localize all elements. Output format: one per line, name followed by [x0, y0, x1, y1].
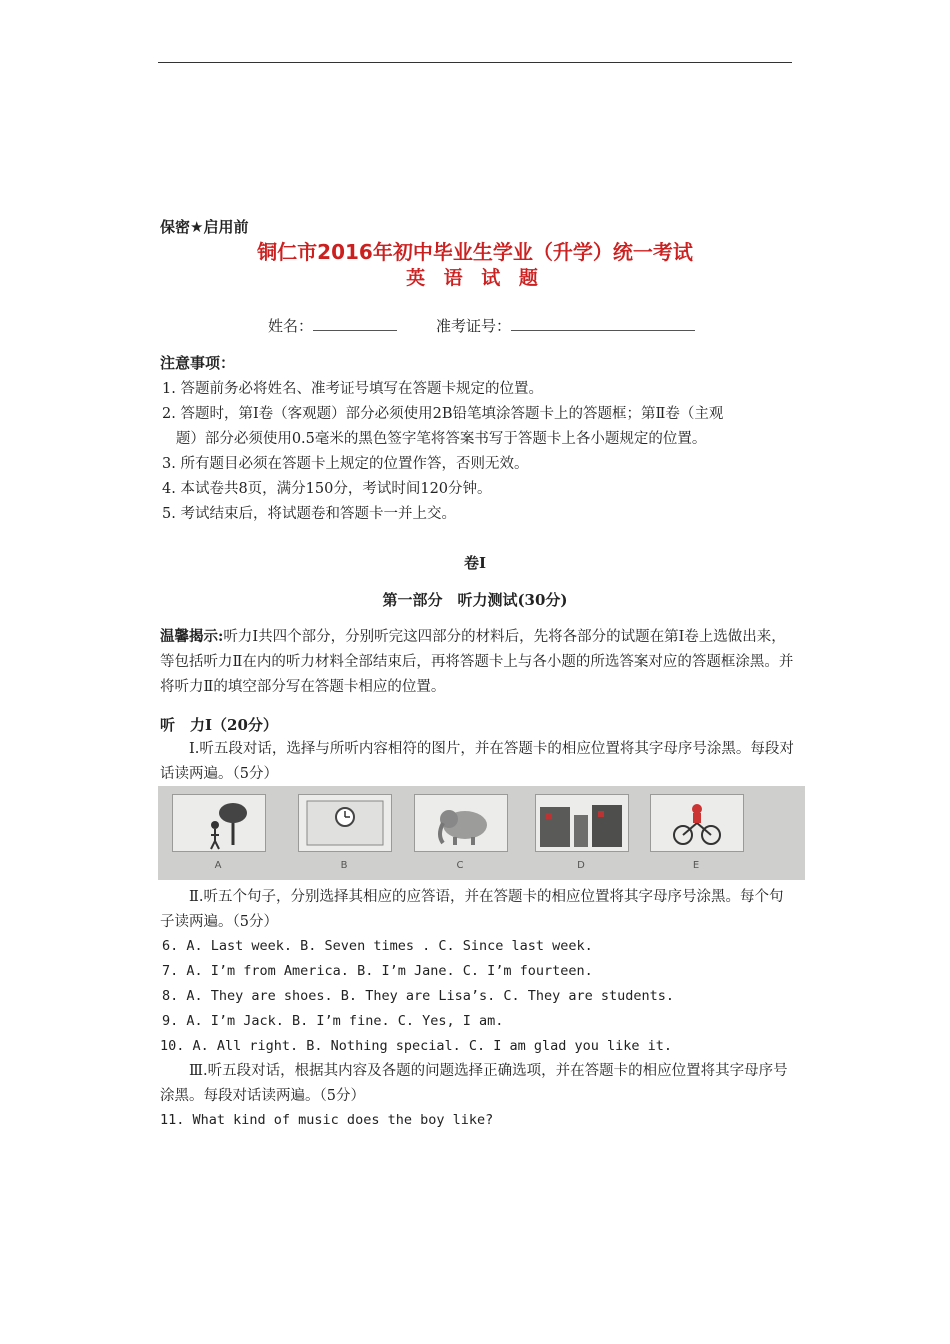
picture-d: [535, 794, 629, 852]
q1-instruction: Ⅰ.听五段对话，选择与所听内容相符的图片，并在答题卡的相应位置将其字母序号涂黑。每段对话读两遍。（5分）: [160, 741, 794, 782]
volume-heading: 卷Ⅰ: [463, 554, 487, 572]
clock-icon: [299, 795, 391, 851]
id-blank: [511, 316, 695, 331]
reminder-paragraph: [160, 624, 794, 700]
part-heading: 第一部分 听力测试(30分): [382, 591, 568, 609]
picture-label: B: [340, 860, 348, 871]
question-item: 6. A. Last week. B. Seven times . C. Since last week.: [162, 938, 593, 954]
picture-label: C: [456, 860, 464, 871]
question-item: 9. A. I’m Jack. B. I’m fine. C. Yes, I am.: [162, 1013, 504, 1029]
id-field: [436, 315, 695, 336]
header-rule: [158, 62, 792, 63]
note-item: 题）部分必须使用0.5毫米的黑色签字笔将答案书写于答题卡上各小题规定的位置。: [162, 431, 707, 447]
picture-label: E: [692, 860, 700, 871]
picture-label: A: [214, 860, 222, 871]
name-field: [268, 315, 397, 336]
note-item: 3. 所有题目必须在答题卡上规定的位置作答，否则无效。: [162, 456, 529, 472]
id-label: 准考证号：: [436, 317, 512, 335]
picture-a: [172, 794, 266, 852]
note-item: 1. 答题前务必将姓名、准考证号填写在答题卡规定的位置。: [162, 381, 543, 397]
listening-heading: 听 力Ⅰ（20分）: [160, 716, 278, 734]
buildings-icon: [536, 795, 628, 851]
question-11: 11. What kind of music does the boy like?: [160, 1112, 494, 1128]
reminder-text: 听力Ⅰ共四个部分，分别听完这四部分的材料后，先将各部分的试题在第Ⅰ卷上选做出来，等包括听力Ⅱ在内的听力材料全部结束后，再将答题卡上与各小题的所选答案对应的答题框涂黑。并将听力Ⅱ的填空部分写在答题卡相应的位置。: [160, 629, 794, 695]
cyclist-icon: [651, 795, 743, 851]
name-label: 姓名：: [268, 317, 314, 335]
name-blank: [313, 316, 397, 331]
reminder-label: 温馨揭示:: [160, 628, 224, 645]
exam-title: 铜仁市2016年初中毕业生学业（升学）统一考试: [257, 240, 693, 264]
elephant-icon: [415, 795, 507, 851]
q2-instruction: Ⅱ.听五个句子，分别选择其相应的应答语，并在答题卡的相应位置将其字母序号涂黑。每个句子读两遍。（5分）: [160, 889, 784, 930]
picture-b: [298, 794, 392, 852]
question-item: 8. A. They are shoes. B. They are Lisa’s. C. They are students.: [162, 988, 675, 1004]
picture-e: [650, 794, 744, 852]
q3-instruction: Ⅲ.听五段对话，根据其内容及各题的问题选择正确选项，并在答题卡的相应位置将其字母序号涂黑。每段对话读两遍。（5分）: [160, 1063, 788, 1104]
exam-subtitle: 英 语 试 题: [406, 267, 544, 289]
picture-c: [414, 794, 508, 852]
picture-strip: [158, 786, 805, 880]
notes-heading: 注意事项：: [160, 354, 236, 372]
girl-tree-icon: [173, 795, 265, 851]
note-item: 5. 考试结束后，将试题卷和答题卡一并上交。: [162, 506, 456, 522]
question-item: 7. A. I’m from America. B. I’m Jane. C. I’m fourteen.: [162, 963, 593, 979]
question-item: 10. A. All right. B. Nothing special. C. I am glad you like it.: [160, 1038, 673, 1054]
confidential-label: 保密★启用前: [160, 218, 249, 236]
note-item: 4. 本试卷共8页，满分150分，考试时间120分钟。: [162, 481, 492, 497]
note-item: 2. 答题时，第Ⅰ卷（客观题）部分必须使用2B铅笔填涂答题卡上的答题框；第Ⅱ卷（主观: [162, 406, 724, 422]
picture-label: D: [577, 860, 585, 871]
